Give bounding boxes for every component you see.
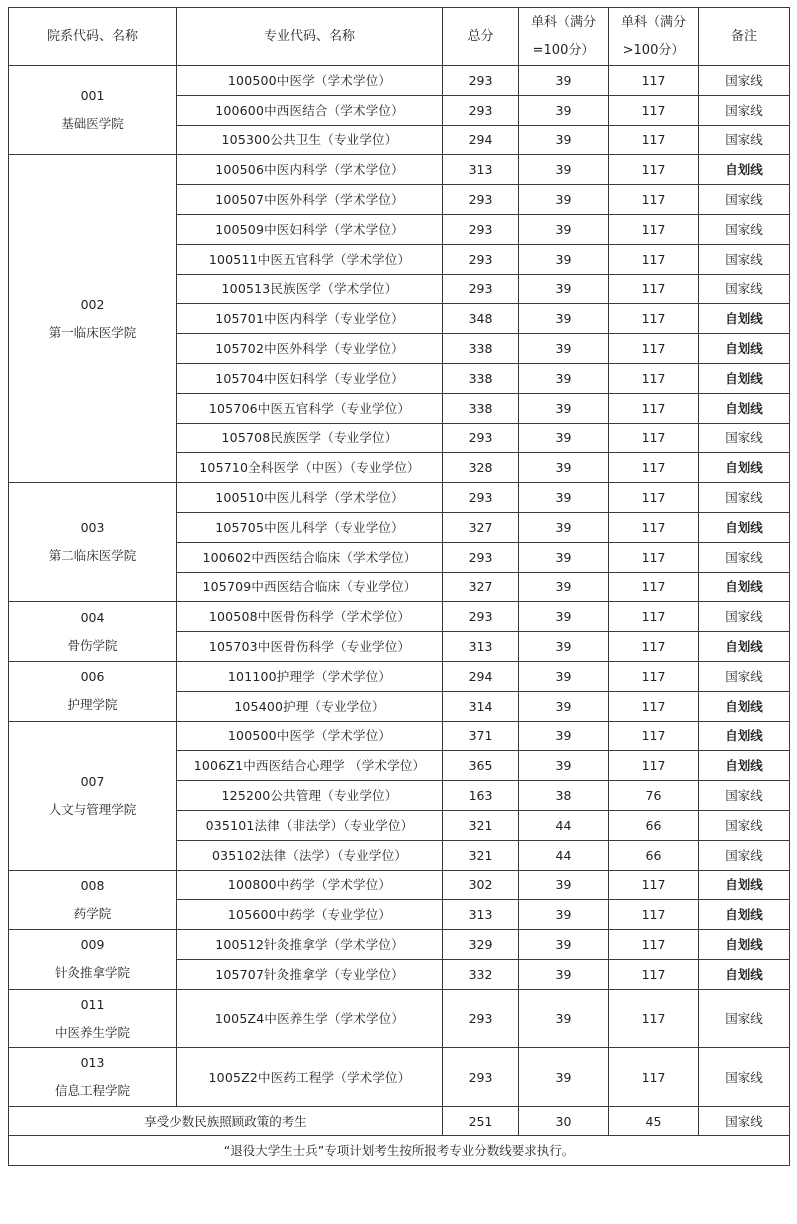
footnote-text: “退役大学生士兵”专项计划考生按所报考专业分数线要求执行。 — [9, 1136, 790, 1166]
major-cell: 100512针灸推拿学（学术学位） — [177, 930, 443, 960]
college-cell — [9, 66, 177, 155]
note-cell: 国家线 — [699, 274, 790, 304]
total-score-cell: 348 — [443, 304, 519, 334]
table-body — [9, 66, 790, 1166]
college-cell — [9, 155, 177, 483]
note-cell: 国家线 — [699, 810, 790, 840]
single-100-cell: 39 — [519, 244, 609, 274]
single-100-cell: 39 — [519, 930, 609, 960]
total-score-cell: 313 — [443, 155, 519, 185]
note-cell: 自划线 — [699, 155, 790, 185]
major-cell: 100508中医骨伤科学（学术学位） — [177, 602, 443, 632]
note-cell: 自划线 — [699, 632, 790, 662]
total-score-cell: 293 — [443, 483, 519, 513]
single-100-cell: 39 — [519, 572, 609, 602]
note-cell: 自划线 — [699, 393, 790, 423]
single-100-cell: 39 — [519, 900, 609, 930]
total-score-cell: 313 — [443, 900, 519, 930]
header-single-100-line1: 单科（满分 — [530, 14, 596, 30]
major-cell: 101100护理学（学术学位） — [177, 661, 443, 691]
college-code: 013 — [80, 1055, 105, 1071]
note-cell: 国家线 — [699, 214, 790, 244]
total-score-cell: 293 — [443, 989, 519, 1048]
college-cell — [9, 1048, 177, 1107]
single-100-cell: 39 — [519, 334, 609, 364]
major-cell: 105706中医五官科学（专业学位） — [177, 393, 443, 423]
single-100-cell: 39 — [519, 125, 609, 155]
table-row — [9, 661, 790, 691]
major-cell: 105600中药学（专业学位） — [177, 900, 443, 930]
single-100-cell: 44 — [519, 810, 609, 840]
major-cell: 100506中医内科学（学术学位） — [177, 155, 443, 185]
single-over-100-cell: 117 — [609, 691, 699, 721]
header-major: 专业代码、名称 — [177, 8, 443, 66]
total-score-cell: 321 — [443, 810, 519, 840]
college-name: 药学院 — [73, 905, 112, 921]
single-100-cell: 39 — [519, 423, 609, 453]
admission-score-table — [8, 7, 790, 1166]
college-code: 002 — [80, 296, 105, 312]
note-cell: 国家线 — [699, 423, 790, 453]
single-over-100-cell: 117 — [609, 751, 699, 781]
major-cell: 125200公共管理（专业学位） — [177, 781, 443, 811]
single-over-100-cell: 117 — [609, 363, 699, 393]
single-over-100-cell: 117 — [609, 512, 699, 542]
total-score-cell: 293 — [443, 1048, 519, 1107]
major-cell: 100511中医五官科学（学术学位） — [177, 244, 443, 274]
major-cell: 105704中医妇科学（专业学位） — [177, 363, 443, 393]
note-cell: 自划线 — [699, 453, 790, 483]
single-over-100-cell: 117 — [609, 125, 699, 155]
table-row — [9, 602, 790, 632]
single-100-cell: 39 — [519, 185, 609, 215]
note-cell: 国家线 — [699, 1048, 790, 1107]
single-over-100-cell: 117 — [609, 244, 699, 274]
note-cell: 国家线 — [699, 840, 790, 870]
single-100-cell: 44 — [519, 840, 609, 870]
single-100-cell: 39 — [519, 483, 609, 513]
single-over-100-cell: 117 — [609, 214, 699, 244]
single-over-100-cell: 117 — [609, 989, 699, 1048]
single-100-cell: 39 — [519, 155, 609, 185]
single-over-100-cell: 117 — [609, 602, 699, 632]
total-score-cell: 293 — [443, 542, 519, 572]
major-cell: 105400护理（专业学位） — [177, 691, 443, 721]
header-single-over-100-line2: >100分） — [622, 42, 685, 58]
total-score-cell: 293 — [443, 274, 519, 304]
major-cell: 105710全科医学（中医）（专业学位） — [177, 453, 443, 483]
note-cell: 自划线 — [699, 930, 790, 960]
single-100-cell: 39 — [519, 721, 609, 751]
note-cell: 国家线 — [699, 483, 790, 513]
college-name: 针灸推拿学院 — [54, 965, 130, 981]
single-over-100-cell: 117 — [609, 483, 699, 513]
major-cell: 100500中医学（学术学位） — [177, 66, 443, 96]
total-score-cell: 329 — [443, 930, 519, 960]
table-row — [9, 721, 790, 751]
total-score-cell: 293 — [443, 214, 519, 244]
single-over-100-cell: 117 — [609, 274, 699, 304]
single-100-cell: 39 — [519, 751, 609, 781]
note-cell: 国家线 — [699, 66, 790, 96]
single-over-100-cell: 117 — [609, 66, 699, 96]
note-cell: 国家线 — [699, 542, 790, 572]
major-cell: 100600中西医结合（学术学位） — [177, 95, 443, 125]
total-score-cell: 338 — [443, 393, 519, 423]
table-row — [9, 1048, 790, 1107]
note-cell: 自划线 — [699, 959, 790, 989]
note-cell: 国家线 — [699, 602, 790, 632]
major-cell: 100602中西医结合临床（学术学位） — [177, 542, 443, 572]
single-over-100-cell: 117 — [609, 453, 699, 483]
note-cell: 国家线 — [699, 244, 790, 274]
college-name: 人文与管理学院 — [48, 801, 137, 817]
major-cell: 1006Z1中西医结合心理学 （学术学位） — [177, 751, 443, 781]
major-cell: 105702中医外科学（专业学位） — [177, 334, 443, 364]
footnote-row — [9, 1136, 790, 1166]
major-cell: 035101法律（非法学）（专业学位） — [177, 810, 443, 840]
table-row — [9, 989, 790, 1048]
college-cell — [9, 483, 177, 602]
major-cell: 105703中医骨伤科学（专业学位） — [177, 632, 443, 662]
college-code: 001 — [80, 88, 105, 104]
note-cell: 自划线 — [699, 304, 790, 334]
header-row — [9, 8, 790, 66]
major-cell: 105701中医内科学（专业学位） — [177, 304, 443, 334]
single-over-100-cell: 117 — [609, 185, 699, 215]
single-100-cell: 39 — [519, 691, 609, 721]
header-single-over-100 — [609, 8, 699, 66]
college-cell — [9, 602, 177, 662]
college-code: 003 — [80, 520, 105, 536]
minority-single-100: 30 — [519, 1106, 609, 1136]
college-name: 信息工程学院 — [54, 1083, 130, 1099]
single-100-cell: 39 — [519, 870, 609, 900]
single-over-100-cell: 117 — [609, 959, 699, 989]
minority-label: 享受少数民族照顾政策的考生 — [9, 1106, 443, 1136]
major-cell: 105705中医儿科学（专业学位） — [177, 512, 443, 542]
total-score-cell: 332 — [443, 959, 519, 989]
single-over-100-cell: 66 — [609, 810, 699, 840]
single-100-cell: 39 — [519, 542, 609, 572]
total-score-cell: 327 — [443, 572, 519, 602]
header-single-over-100-line1: 单科（满分 — [620, 14, 686, 30]
total-score-cell: 294 — [443, 125, 519, 155]
total-score-cell: 302 — [443, 870, 519, 900]
note-cell: 自划线 — [699, 721, 790, 751]
college-name: 第一临床医学院 — [48, 324, 137, 340]
total-score-cell: 163 — [443, 781, 519, 811]
single-100-cell: 39 — [519, 274, 609, 304]
major-cell: 1005Z4中医养生学（学术学位） — [177, 989, 443, 1048]
college-code: 004 — [80, 609, 105, 625]
single-100-cell: 39 — [519, 602, 609, 632]
total-score-cell: 294 — [443, 661, 519, 691]
single-over-100-cell: 117 — [609, 542, 699, 572]
major-cell: 105300公共卫生（专业学位） — [177, 125, 443, 155]
single-100-cell: 39 — [519, 95, 609, 125]
note-cell: 国家线 — [699, 185, 790, 215]
major-cell: 100513民族医学（学术学位） — [177, 274, 443, 304]
total-score-cell: 293 — [443, 602, 519, 632]
header-college: 院系代码、名称 — [9, 8, 177, 66]
major-cell: 105707针灸推拿学（专业学位） — [177, 959, 443, 989]
total-score-cell: 327 — [443, 512, 519, 542]
note-cell: 自划线 — [699, 870, 790, 900]
total-score-cell: 314 — [443, 691, 519, 721]
total-score-cell: 338 — [443, 363, 519, 393]
single-100-cell: 39 — [519, 393, 609, 423]
college-cell — [9, 930, 177, 990]
total-score-cell: 293 — [443, 244, 519, 274]
total-score-cell: 338 — [443, 334, 519, 364]
college-name: 第二临床医学院 — [48, 548, 137, 564]
note-cell: 国家线 — [699, 661, 790, 691]
header-note: 备注 — [699, 8, 790, 66]
note-cell: 自划线 — [699, 334, 790, 364]
college-name: 基础医学院 — [61, 116, 124, 132]
single-over-100-cell: 117 — [609, 393, 699, 423]
single-over-100-cell: 117 — [609, 632, 699, 662]
single-over-100-cell: 117 — [609, 155, 699, 185]
college-cell — [9, 989, 177, 1048]
major-cell: 105708民族医学（专业学位） — [177, 423, 443, 453]
major-cell: 100800中药学（学术学位） — [177, 870, 443, 900]
total-score-cell: 293 — [443, 185, 519, 215]
table-row — [9, 66, 790, 96]
college-code: 009 — [80, 937, 105, 953]
table-row — [9, 930, 790, 960]
major-cell: 035102法律（法学）（专业学位） — [177, 840, 443, 870]
college-code: 011 — [80, 996, 105, 1012]
single-over-100-cell: 117 — [609, 900, 699, 930]
college-name: 护理学院 — [67, 697, 118, 713]
minority-row — [9, 1106, 790, 1136]
header-total: 总分 — [443, 8, 519, 66]
major-cell: 100507中医外科学（学术学位） — [177, 185, 443, 215]
single-100-cell: 39 — [519, 959, 609, 989]
college-code: 006 — [80, 669, 105, 685]
single-100-cell: 39 — [519, 363, 609, 393]
single-100-cell: 39 — [519, 304, 609, 334]
single-over-100-cell: 117 — [609, 95, 699, 125]
single-over-100-cell: 76 — [609, 781, 699, 811]
college-name: 中医养生学院 — [54, 1024, 130, 1040]
single-over-100-cell: 117 — [609, 721, 699, 751]
note-cell: 自划线 — [699, 572, 790, 602]
single-100-cell: 39 — [519, 66, 609, 96]
single-100-cell: 39 — [519, 214, 609, 244]
single-100-cell: 39 — [519, 989, 609, 1048]
college-code: 008 — [80, 877, 105, 893]
college-name: 骨伤学院 — [67, 637, 118, 653]
total-score-cell: 371 — [443, 721, 519, 751]
note-cell: 国家线 — [699, 781, 790, 811]
total-score-cell: 313 — [443, 632, 519, 662]
total-score-cell: 293 — [443, 423, 519, 453]
major-cell: 100509中医妇科学（学术学位） — [177, 214, 443, 244]
minority-single-over-100: 45 — [609, 1106, 699, 1136]
total-score-cell: 321 — [443, 840, 519, 870]
total-score-cell: 365 — [443, 751, 519, 781]
single-over-100-cell: 117 — [609, 1048, 699, 1107]
major-cell: 100510中医儿科学（学术学位） — [177, 483, 443, 513]
total-score-cell: 293 — [443, 95, 519, 125]
single-over-100-cell: 66 — [609, 840, 699, 870]
table-row — [9, 155, 790, 185]
total-score-cell: 293 — [443, 66, 519, 96]
note-cell: 自划线 — [699, 691, 790, 721]
header-single-100 — [519, 8, 609, 66]
single-100-cell: 39 — [519, 512, 609, 542]
table-row — [9, 870, 790, 900]
note-cell: 国家线 — [699, 95, 790, 125]
single-over-100-cell: 117 — [609, 572, 699, 602]
note-cell: 自划线 — [699, 512, 790, 542]
college-cell — [9, 870, 177, 930]
note-cell: 自划线 — [699, 900, 790, 930]
single-over-100-cell: 117 — [609, 423, 699, 453]
note-cell: 国家线 — [699, 125, 790, 155]
total-score-cell: 328 — [443, 453, 519, 483]
major-cell: 100500中医学（学术学位） — [177, 721, 443, 751]
single-100-cell: 39 — [519, 661, 609, 691]
single-over-100-cell: 117 — [609, 661, 699, 691]
major-cell: 1005Z2中医药工程学（学术学位） — [177, 1048, 443, 1107]
minority-note: 国家线 — [699, 1106, 790, 1136]
college-code: 007 — [80, 773, 105, 789]
single-100-cell: 39 — [519, 453, 609, 483]
major-cell: 105709中西医结合临床（专业学位） — [177, 572, 443, 602]
single-over-100-cell: 117 — [609, 870, 699, 900]
single-over-100-cell: 117 — [609, 334, 699, 364]
single-100-cell: 39 — [519, 1048, 609, 1107]
minority-total: 251 — [443, 1106, 519, 1136]
note-cell: 国家线 — [699, 989, 790, 1048]
note-cell: 自划线 — [699, 751, 790, 781]
single-100-cell: 39 — [519, 632, 609, 662]
header-single-100-line2: =100分） — [532, 42, 595, 58]
note-cell: 自划线 — [699, 363, 790, 393]
college-cell — [9, 661, 177, 721]
table-row — [9, 483, 790, 513]
single-over-100-cell: 117 — [609, 930, 699, 960]
college-cell — [9, 721, 177, 870]
single-over-100-cell: 117 — [609, 304, 699, 334]
single-100-cell: 38 — [519, 781, 609, 811]
